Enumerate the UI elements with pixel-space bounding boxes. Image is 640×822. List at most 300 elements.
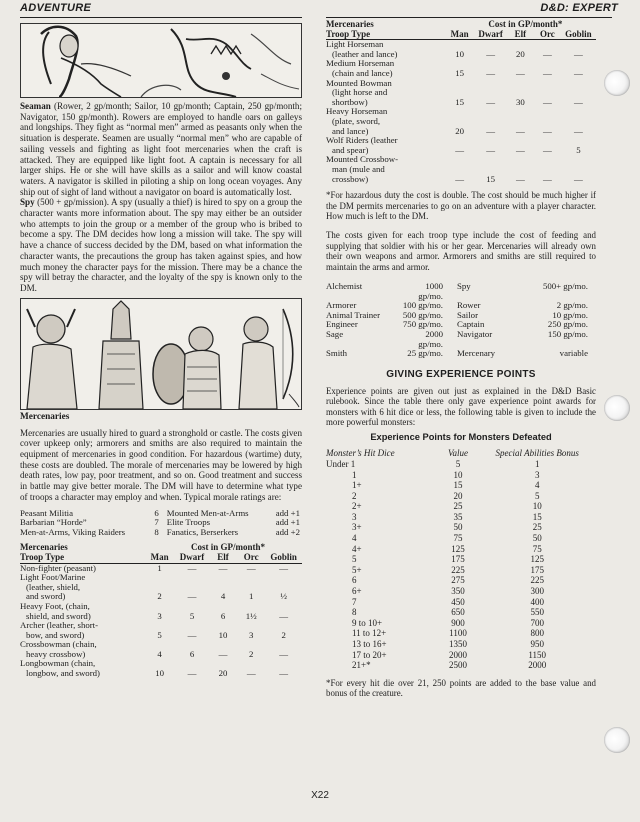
cost-value: 1 bbox=[249, 591, 254, 602]
troop-type-line: Light Foot/Marine bbox=[20, 572, 86, 583]
table-row bbox=[326, 660, 590, 671]
cost-value: — bbox=[574, 96, 583, 107]
morale-troop: Mounted Men-at-Arms bbox=[166, 507, 249, 518]
troop-footnote: *For hazardous duty the cost is double. The cost should be much higher if the DM permits mercenaries to go on an adventure with a player character. How much is left to the DM. bbox=[326, 190, 596, 221]
specialist-cost: 2000 gp/mo. bbox=[418, 328, 443, 349]
morale-value: 7 bbox=[154, 517, 159, 528]
header-rule-right bbox=[326, 17, 612, 18]
table-row bbox=[326, 533, 590, 544]
troop-cost-man bbox=[445, 79, 475, 108]
xp-value: 35 bbox=[453, 511, 463, 522]
mercenaries-drawing-icon bbox=[21, 299, 301, 409]
specialist-cost: 100 gp/mo. bbox=[402, 300, 443, 311]
troop-type-cell bbox=[20, 621, 144, 640]
table-row bbox=[20, 640, 302, 659]
troop-column-header: Troop Type bbox=[326, 30, 445, 40]
troop-type-line: Medium Horseman bbox=[326, 58, 395, 69]
specialist-cost: variable bbox=[559, 348, 588, 359]
specialist-name: Sage bbox=[326, 328, 344, 339]
troop-cost-goblin bbox=[265, 602, 302, 621]
troop-cost-elf bbox=[507, 79, 534, 108]
xp-value: 275 bbox=[451, 575, 465, 586]
troop-cost-man bbox=[144, 659, 175, 678]
cost-value: — bbox=[542, 144, 552, 155]
cost-value: 5 bbox=[576, 144, 581, 155]
troop-cost-dwarf bbox=[474, 136, 506, 155]
cost-value: 10 bbox=[218, 629, 228, 640]
table-row bbox=[20, 621, 302, 640]
xp-value: 20 bbox=[453, 490, 463, 501]
cost-value: — bbox=[187, 668, 197, 679]
troop-cost-goblin bbox=[561, 155, 596, 184]
troop-table-right-cost-heading: Cost in GP/month* bbox=[488, 19, 563, 29]
troop-cost-dwarf bbox=[474, 107, 506, 136]
troop-cost-elf bbox=[507, 155, 534, 184]
xp-hit-dice: 5 bbox=[352, 554, 357, 565]
cost-value: ½ bbox=[280, 591, 287, 602]
troop-cost-goblin bbox=[561, 79, 596, 108]
troop-cost-goblin bbox=[265, 563, 302, 573]
xp-column-header: Monster’s Hit Dice bbox=[326, 448, 395, 459]
specialist-name: Spy bbox=[456, 280, 471, 291]
morale-row bbox=[20, 528, 302, 538]
xp-hit-dice: 1 bbox=[352, 469, 357, 480]
troop-cost-dwarf bbox=[175, 573, 209, 602]
specialist-name: Armorer bbox=[326, 300, 357, 311]
troop-type-cell bbox=[326, 136, 445, 155]
xp-bonus: 1 bbox=[534, 458, 540, 469]
seaman-term: Seaman bbox=[20, 101, 51, 111]
xp-bonus: 3 bbox=[534, 469, 540, 480]
troop-cost-dwarf bbox=[474, 59, 506, 78]
specialist-name: Captain bbox=[456, 319, 485, 330]
troop-cost-dwarf bbox=[175, 640, 209, 659]
mercenaries-caption: Mercenaries bbox=[20, 411, 70, 422]
troop-column-header: Dwarf bbox=[474, 30, 506, 40]
xp-bonus: 950 bbox=[530, 639, 544, 649]
xp-bonus: 125 bbox=[530, 554, 544, 565]
cost-value: — bbox=[574, 48, 583, 59]
troop-cost-orc bbox=[237, 563, 265, 573]
troop-cost-dwarf bbox=[474, 79, 506, 108]
troop-cost-goblin bbox=[561, 136, 596, 155]
xp-hit-dice: 7 bbox=[352, 596, 357, 607]
xp-value: 1100 bbox=[449, 628, 467, 639]
mercenaries-illustration bbox=[20, 298, 302, 410]
table-row bbox=[326, 639, 590, 650]
xp-value: 2500 bbox=[448, 660, 467, 671]
troop-table-left-cost-heading: Cost in GP/month* bbox=[191, 542, 266, 553]
specialist-cost: 25 gp/mo. bbox=[407, 348, 443, 359]
cost-value: 20 bbox=[455, 125, 465, 136]
xp-paragraph: Experience points are given out just as explained in the D&D Basic rulebook. Since the table there only gave experience point awards for monsters with 6 hit dice or less, the following table is given to include the more powerful monsters: bbox=[326, 385, 596, 427]
troop-column-header: Goblin bbox=[265, 553, 302, 563]
cost-value: 15 bbox=[455, 67, 465, 78]
troop-column-header: Dwarf bbox=[175, 553, 209, 563]
troop-cost-man bbox=[445, 136, 475, 155]
troop-cost-elf bbox=[209, 640, 237, 659]
specialist-cost: 2 gp/mo. bbox=[556, 300, 588, 311]
troop-column-header: Man bbox=[144, 553, 175, 563]
troop-column-header: Troop Type bbox=[20, 553, 144, 563]
xp-value: 225 bbox=[451, 564, 465, 575]
morale-troop: Elite Troops bbox=[166, 517, 211, 528]
troop-cost-elf bbox=[209, 563, 237, 573]
troop-cost-man bbox=[144, 573, 175, 602]
cost-value: 10 bbox=[455, 48, 465, 59]
morale-troop: Barbarian “Horde” bbox=[20, 517, 87, 528]
xp-value: 350 bbox=[451, 586, 465, 597]
troop-cost-man bbox=[144, 563, 175, 573]
cost-value: 20 bbox=[218, 668, 228, 679]
troop-cost-orc bbox=[534, 136, 561, 155]
cost-value: 4 bbox=[220, 591, 226, 602]
cost-value: 5 bbox=[157, 629, 162, 640]
troop-cost-orc bbox=[237, 659, 265, 678]
cost-value: — bbox=[574, 173, 583, 184]
table-row bbox=[326, 650, 590, 661]
troop-type-line: Archer (leather, short- bbox=[20, 620, 99, 631]
xp-bonus: 25 bbox=[532, 522, 542, 533]
cost-value: — bbox=[246, 562, 256, 573]
xp-value: 900 bbox=[451, 617, 465, 628]
cost-value: — bbox=[486, 67, 496, 78]
header-rule-left bbox=[20, 17, 302, 18]
cost-value: 6 bbox=[220, 610, 226, 621]
table-row bbox=[326, 107, 596, 136]
xp-hit-dice: Under 1 bbox=[326, 458, 356, 469]
xp-hit-dice: 8 bbox=[352, 607, 357, 618]
morale-troop: Men-at-Arms, Viking Raiders bbox=[20, 526, 126, 537]
table-row bbox=[326, 480, 590, 491]
table-row bbox=[326, 155, 596, 184]
troop-type-line: (leather, shield, bbox=[26, 581, 81, 592]
cost-value: — bbox=[542, 96, 552, 107]
troop-type-line: Heavy Foot, (chain, bbox=[20, 600, 90, 611]
cost-value: — bbox=[486, 48, 496, 59]
troop-type-line: and spear) bbox=[332, 144, 369, 155]
xp-bonus: 1150 bbox=[528, 649, 547, 660]
troop-type-line: shortbow) bbox=[332, 96, 368, 107]
xp-column-header: Value bbox=[447, 448, 468, 459]
troop-cost-elf bbox=[507, 136, 534, 155]
cost-value: 2 bbox=[157, 591, 162, 602]
table-row bbox=[326, 565, 590, 576]
specialist-cost: 1000 gp/mo. bbox=[418, 280, 443, 301]
troop-type-cell bbox=[326, 59, 445, 78]
xp-hit-dice: 6 bbox=[352, 575, 357, 586]
table-row bbox=[326, 136, 596, 155]
troop-column-header: Orc bbox=[237, 553, 265, 563]
troop-cost-elf bbox=[507, 59, 534, 78]
troop-cost-orc bbox=[237, 602, 265, 621]
spy-paragraph bbox=[20, 197, 302, 293]
cost-value: 3 bbox=[249, 629, 254, 640]
troop-cost-goblin bbox=[561, 40, 596, 60]
troop-type-line: Crossbowman (chain, bbox=[20, 639, 97, 650]
specialist-name: Alchemist bbox=[326, 280, 363, 291]
troop-column-header: Elf bbox=[209, 553, 237, 563]
troop-cost-dwarf bbox=[175, 563, 209, 573]
spy-term: Spy bbox=[20, 197, 35, 208]
cost-value: — bbox=[542, 67, 552, 78]
xp-value: 450 bbox=[451, 596, 465, 607]
table-row bbox=[326, 512, 590, 523]
troop-type-line: Mounted Crossbow- bbox=[326, 154, 399, 165]
cost-value: — bbox=[279, 562, 289, 573]
cost-value: — bbox=[218, 648, 228, 659]
xp-table-title: Experience Points for Monsters Defeated bbox=[370, 432, 552, 443]
specialist-cost-table bbox=[326, 282, 588, 359]
troop-cost-man bbox=[445, 40, 475, 60]
table-row bbox=[326, 470, 590, 481]
xp-hit-dice: 6+ bbox=[352, 586, 362, 597]
troop-cost-elf bbox=[507, 107, 534, 136]
specialist-cost: 500 gp/mo. bbox=[402, 309, 443, 320]
troop-cost-goblin bbox=[265, 573, 302, 602]
cost-value: 20 bbox=[515, 48, 525, 59]
cost-value: — bbox=[187, 591, 197, 602]
troop-cost-dwarf bbox=[175, 602, 209, 621]
binder-hole-bottom bbox=[604, 727, 630, 753]
troop-cost-man bbox=[445, 59, 475, 78]
xp-value: 25 bbox=[453, 501, 463, 512]
troop-type-line: and sword) bbox=[26, 591, 66, 602]
troop-cost-orc bbox=[534, 40, 561, 60]
troop-cost-elf bbox=[209, 621, 237, 640]
xp-bonus: 15 bbox=[532, 511, 542, 522]
troop-cost-orc bbox=[534, 107, 561, 136]
table-row bbox=[326, 544, 590, 555]
troop-cost-dwarf bbox=[474, 155, 506, 184]
cost-value: 15 bbox=[486, 173, 496, 184]
xp-bonus: 5 bbox=[534, 490, 540, 501]
troop-type-cell bbox=[20, 640, 144, 659]
table-row bbox=[326, 459, 590, 470]
xp-hit-dice: 2+ bbox=[352, 501, 362, 512]
running-header-right: D&D: EXPERT bbox=[540, 2, 618, 14]
cost-value: — bbox=[187, 562, 197, 573]
troop-cost-elf bbox=[507, 40, 534, 60]
cost-value: — bbox=[515, 144, 525, 155]
xp-bonus: 400 bbox=[530, 596, 544, 607]
xp-value: 175 bbox=[451, 554, 465, 565]
cost-value: 1 bbox=[157, 562, 162, 573]
mercenaries-paragraph: Mercenaries are usually hired to guard a stronghold or castle. The costs given cover upkeep only; armorers and smiths are also required to maintain the equipment of mercenaries in good condition. For hazardous (wartime) duty, these costs are doubled. The morale of mercenaries may be lowered by high death rates, low pay, poor treatment, and so on. Good treatment and success in battle may give better morale. The DM will have to determine what type of troops a character may employ and when. Typical morale ratings are: bbox=[20, 427, 302, 502]
cost-value: — bbox=[455, 144, 465, 155]
specialist-name: Mercenary bbox=[456, 348, 496, 359]
troop-type-line: and lance) bbox=[332, 125, 369, 136]
specialist-name: Sailor bbox=[456, 309, 478, 320]
troop-type-line: (light horse and bbox=[332, 87, 388, 98]
morale-modifier: add +1 bbox=[275, 507, 300, 518]
troop-cost-orc bbox=[237, 621, 265, 640]
cost-value: — bbox=[515, 173, 525, 184]
morale-troop: Peasant Militia bbox=[20, 507, 74, 518]
cost-value: — bbox=[486, 96, 496, 107]
troop-type-line: Wolf Riders (leather bbox=[326, 135, 398, 146]
troop-type-line: shield, and sword) bbox=[26, 610, 91, 621]
troop-type-line: Mounted Bowman bbox=[326, 77, 392, 88]
xp-value: 125 bbox=[451, 543, 465, 554]
cost-value: — bbox=[187, 629, 197, 640]
mermaid-illustration bbox=[20, 23, 302, 98]
table-row bbox=[326, 491, 590, 502]
troop-cost-orc bbox=[534, 59, 561, 78]
specialist-cost: 150 gp/mo. bbox=[547, 328, 588, 339]
troop-type-line: Light Horseman bbox=[326, 39, 384, 50]
morale-value: 6 bbox=[154, 507, 159, 518]
binder-hole-middle bbox=[604, 395, 630, 421]
troop-cost-goblin bbox=[265, 659, 302, 678]
troop-column-header: Man bbox=[445, 30, 475, 40]
morale-troop: Fanatics, Berserkers bbox=[166, 526, 239, 537]
troop-cost-orc bbox=[534, 79, 561, 108]
troop-table-left bbox=[20, 543, 302, 678]
specialist-row bbox=[326, 330, 588, 349]
xp-value: 2000 bbox=[448, 649, 467, 660]
cost-value: — bbox=[515, 67, 525, 78]
table-row bbox=[326, 59, 596, 78]
specialist-cost: 250 gp/mo. bbox=[547, 319, 588, 330]
xp-hit-dice: 3 bbox=[352, 511, 357, 522]
troop-type-cell bbox=[326, 79, 445, 108]
troop-column-header: Elf bbox=[507, 30, 534, 40]
table-row bbox=[326, 575, 590, 586]
troop-cost-goblin bbox=[561, 107, 596, 136]
specialist-cost: 10 gp/mo. bbox=[552, 309, 588, 320]
table-row bbox=[326, 501, 590, 512]
troop-cost-dwarf bbox=[474, 40, 506, 60]
xp-hit-dice: 17 to 20+ bbox=[352, 649, 387, 660]
mermaid-drawing-icon bbox=[21, 24, 301, 97]
seaman-paragraph bbox=[20, 101, 302, 197]
table-row bbox=[20, 573, 302, 602]
specialist-cost: 750 gp/mo. bbox=[402, 319, 443, 330]
cost-value: — bbox=[279, 610, 289, 621]
troop-type-line: (leather and lance) bbox=[332, 48, 398, 59]
right-column bbox=[326, 20, 596, 699]
table-row bbox=[326, 618, 590, 629]
cost-value: — bbox=[279, 648, 289, 659]
table-row bbox=[326, 79, 596, 108]
troop-type-cell bbox=[326, 155, 445, 184]
troop-type-line: bow, and sword) bbox=[26, 629, 85, 640]
table-row bbox=[20, 659, 302, 678]
table-row bbox=[326, 628, 590, 639]
morale-value: 8 bbox=[154, 526, 159, 537]
seaman-text: (Rower, 2 gp/month; Sailor, 10 gp/month; Captain, 250 gp/month; Navigator, 150 gp/month). Rowers are employed to handle oars on galleys and longships. They fight as “normal men” armed as peasants only when the situation is desperate. Seamen are usually “normal men” who are capable of sailing vessels and fighting as light foot mercenaries when the craft is attacked. They are equipped like light foot. A captain is necessary for all larger ships. He or she will have skills as a sailor and will know coastal waters. A navigator is skilled in piloting a ship on long ocean voyages. Any ship out of sight of land without a navigator on board is automatically lost. bbox=[20, 101, 302, 197]
cost-value: 15 bbox=[455, 96, 465, 107]
troop-type-line: longbow, and sword) bbox=[26, 668, 100, 679]
cost-value: — bbox=[218, 562, 228, 573]
xp-hit-dice: 21+* bbox=[352, 660, 371, 671]
xp-column-header: Special Abilities Bonus bbox=[495, 448, 579, 459]
table-row bbox=[326, 554, 590, 565]
cost-value: 4 bbox=[157, 648, 162, 659]
xp-value: 1350 bbox=[448, 639, 467, 649]
xp-bonus: 10 bbox=[532, 501, 542, 512]
cost-value: — bbox=[246, 668, 256, 679]
table-row bbox=[326, 586, 590, 597]
xp-bonus: 800 bbox=[530, 628, 544, 639]
troop-cost-orc bbox=[237, 573, 265, 602]
cost-value: — bbox=[279, 668, 289, 679]
troop-type-line: Longbowman (chain, bbox=[20, 658, 96, 669]
xp-bonus: 550 bbox=[530, 607, 544, 618]
xp-value: 50 bbox=[453, 522, 463, 533]
troop-type-cell bbox=[20, 602, 144, 621]
troop-cost-goblin bbox=[265, 640, 302, 659]
xp-hit-dice: 1+ bbox=[352, 480, 362, 491]
troop-cost-man bbox=[445, 155, 475, 184]
troop-cost-man bbox=[144, 640, 175, 659]
troop-cost-man bbox=[144, 602, 175, 621]
binder-hole-top bbox=[604, 70, 630, 96]
troop-type-line: Heavy Horseman bbox=[326, 106, 388, 117]
xp-hit-dice: 5+ bbox=[352, 564, 362, 575]
cost-value: 30 bbox=[515, 96, 525, 107]
specialist-row bbox=[326, 349, 588, 359]
troop-cost-goblin bbox=[561, 59, 596, 78]
specialist-row bbox=[326, 282, 588, 301]
cost-value: 5 bbox=[189, 610, 195, 621]
xp-bonus: 225 bbox=[530, 575, 544, 586]
xp-value: 75 bbox=[453, 533, 463, 544]
troop-cost-man bbox=[445, 107, 475, 136]
troop-cost-orc bbox=[237, 640, 265, 659]
cost-value: 3 bbox=[157, 610, 162, 621]
specialist-name: Engineer bbox=[326, 319, 358, 330]
cost-value: — bbox=[455, 173, 465, 184]
specialist-name: Navigator bbox=[456, 328, 493, 339]
running-header-left: ADVENTURE bbox=[20, 2, 92, 14]
troop-column-header: Orc bbox=[534, 30, 561, 40]
xp-bonus: 300 bbox=[530, 586, 544, 597]
xp-hit-dice: 4 bbox=[352, 533, 357, 544]
morale-modifier: add +1 bbox=[275, 517, 300, 528]
xp-hit-dice: 11 to 12+ bbox=[352, 628, 387, 639]
cost-value: — bbox=[542, 48, 552, 59]
troop-cost-elf bbox=[209, 602, 237, 621]
troop-cost-man bbox=[144, 621, 175, 640]
specialist-cost: 500+ gp/mo. bbox=[542, 280, 588, 291]
morale-table bbox=[20, 509, 302, 538]
xp-value: 10 bbox=[453, 469, 463, 480]
troop-type-cell bbox=[326, 40, 445, 60]
table-row bbox=[326, 607, 590, 618]
troop-cost-goblin bbox=[265, 621, 302, 640]
cost-value: — bbox=[574, 125, 583, 136]
troop-type-cell bbox=[20, 659, 144, 678]
troop-type-line: crossbow) bbox=[332, 173, 369, 184]
troop-cost-elf bbox=[209, 573, 237, 602]
cost-value: — bbox=[515, 125, 525, 136]
cost-value: — bbox=[542, 125, 552, 136]
left-column bbox=[20, 20, 302, 679]
cost-value: — bbox=[542, 173, 552, 184]
cost-value: 2 bbox=[281, 629, 286, 640]
xp-bonus: 700 bbox=[530, 617, 544, 628]
troop-type-cell bbox=[326, 107, 445, 136]
troop-table-right-title: Mercenaries bbox=[326, 19, 374, 29]
xp-hit-dice: 2 bbox=[352, 490, 357, 501]
xp-footnote: *For every hit die over 21, 250 points are added to the base value and bonus of the creature. bbox=[326, 677, 596, 699]
cost-value: — bbox=[486, 144, 496, 155]
cost-value: 2 bbox=[249, 648, 254, 659]
cost-value: 6 bbox=[189, 648, 195, 659]
cost-value: — bbox=[486, 125, 496, 136]
